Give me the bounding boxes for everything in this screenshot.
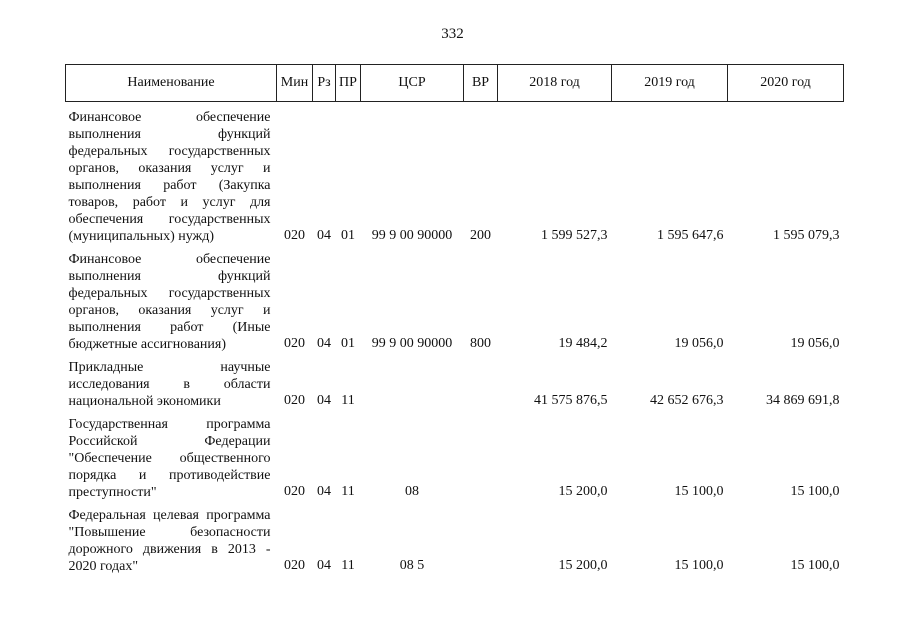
row-name: Прикладные научные исследования в области национальной экономики bbox=[68, 360, 271, 409]
row-name: Финансовое обеспечение выполнения функций федеральных государственных органов, оказания услуг и выполнения работ (Иные бюджетные ассигнования) bbox=[68, 252, 271, 352]
row-csr: 08 5 bbox=[399, 558, 425, 573]
header-2019: 2019 год bbox=[612, 65, 728, 102]
row-2019: 42 652 676,3 bbox=[650, 393, 724, 408]
row-vr bbox=[464, 501, 498, 575]
row-rz: 04 bbox=[317, 393, 331, 408]
row-vr bbox=[464, 410, 498, 501]
row-2018: 15 200,0 bbox=[558, 484, 608, 499]
table-row bbox=[66, 245, 844, 353]
row-min: 020 bbox=[284, 484, 305, 499]
row-rz: 04 bbox=[317, 336, 331, 351]
row-2018: 15 200,0 bbox=[558, 558, 608, 573]
table-header bbox=[66, 65, 844, 102]
row-min: 020 bbox=[284, 228, 305, 243]
row-pr: 01 bbox=[341, 228, 355, 243]
row-csr bbox=[361, 353, 464, 410]
row-2020: 15 100,0 bbox=[790, 558, 840, 573]
row-2020: 34 869 691,8 bbox=[766, 393, 840, 408]
row-pr: 11 bbox=[341, 558, 355, 573]
row-2020: 19 056,0 bbox=[790, 336, 840, 351]
row-min: 020 bbox=[284, 393, 305, 408]
row-vr: 200 bbox=[470, 228, 491, 243]
header-csr: ЦСР bbox=[361, 65, 464, 102]
header-pr: ПР bbox=[336, 65, 361, 102]
row-2019: 15 100,0 bbox=[674, 484, 724, 499]
header-2020: 2020 год bbox=[728, 65, 844, 102]
header-name: Наименование bbox=[66, 65, 277, 102]
table-row bbox=[66, 410, 844, 501]
row-2018: 1 599 527,3 bbox=[541, 228, 608, 243]
row-min: 020 bbox=[284, 336, 305, 351]
table-row bbox=[66, 501, 844, 575]
page-number: 332 bbox=[441, 26, 464, 42]
row-csr: 99 9 00 90000 bbox=[371, 336, 453, 351]
header-row bbox=[66, 65, 844, 102]
row-csr: 08 bbox=[405, 484, 419, 499]
row-rz: 04 bbox=[317, 228, 331, 243]
header-rz: Рз bbox=[313, 65, 336, 102]
row-2019: 15 100,0 bbox=[674, 558, 724, 573]
header-vr: ВР bbox=[464, 65, 498, 102]
row-pr: 11 bbox=[341, 484, 355, 499]
row-pr: 11 bbox=[341, 393, 355, 408]
row-2020: 1 595 079,3 bbox=[773, 228, 840, 243]
row-2019: 1 595 647,6 bbox=[657, 228, 724, 243]
row-csr: 99 9 00 90000 bbox=[371, 228, 453, 243]
row-2020: 15 100,0 bbox=[790, 484, 840, 499]
row-rz: 04 bbox=[317, 558, 331, 573]
row-name: Финансовое обеспечение выполнения функций федеральных государственных органов, оказания услуг и выполнения работ (Закупка товаров, работ и услуг для обеспечения государственных (муниципальных) нужд) bbox=[68, 110, 271, 244]
header-2018: 2018 год bbox=[498, 65, 612, 102]
row-2019: 19 056,0 bbox=[674, 336, 724, 351]
row-pr: 01 bbox=[341, 336, 355, 351]
budget-table bbox=[65, 64, 844, 575]
row-rz: 04 bbox=[317, 484, 331, 499]
row-name: Государственная программа Российской Федерации "Обеспечение общественного порядка и противодействие преступности" bbox=[68, 417, 271, 500]
row-2018: 19 484,2 bbox=[558, 336, 608, 351]
row-vr bbox=[464, 353, 498, 410]
row-name: Федеральная целевая программа "Повышение безопасности дорожного движения в 2013 - 2020 годах" bbox=[68, 508, 271, 574]
header-min: Мин bbox=[277, 65, 313, 102]
table-body bbox=[66, 102, 844, 576]
table-row bbox=[66, 353, 844, 410]
row-vr: 800 bbox=[470, 336, 491, 351]
row-min: 020 bbox=[284, 558, 305, 573]
row-2018: 41 575 876,5 bbox=[534, 393, 608, 408]
table-row bbox=[66, 102, 844, 246]
